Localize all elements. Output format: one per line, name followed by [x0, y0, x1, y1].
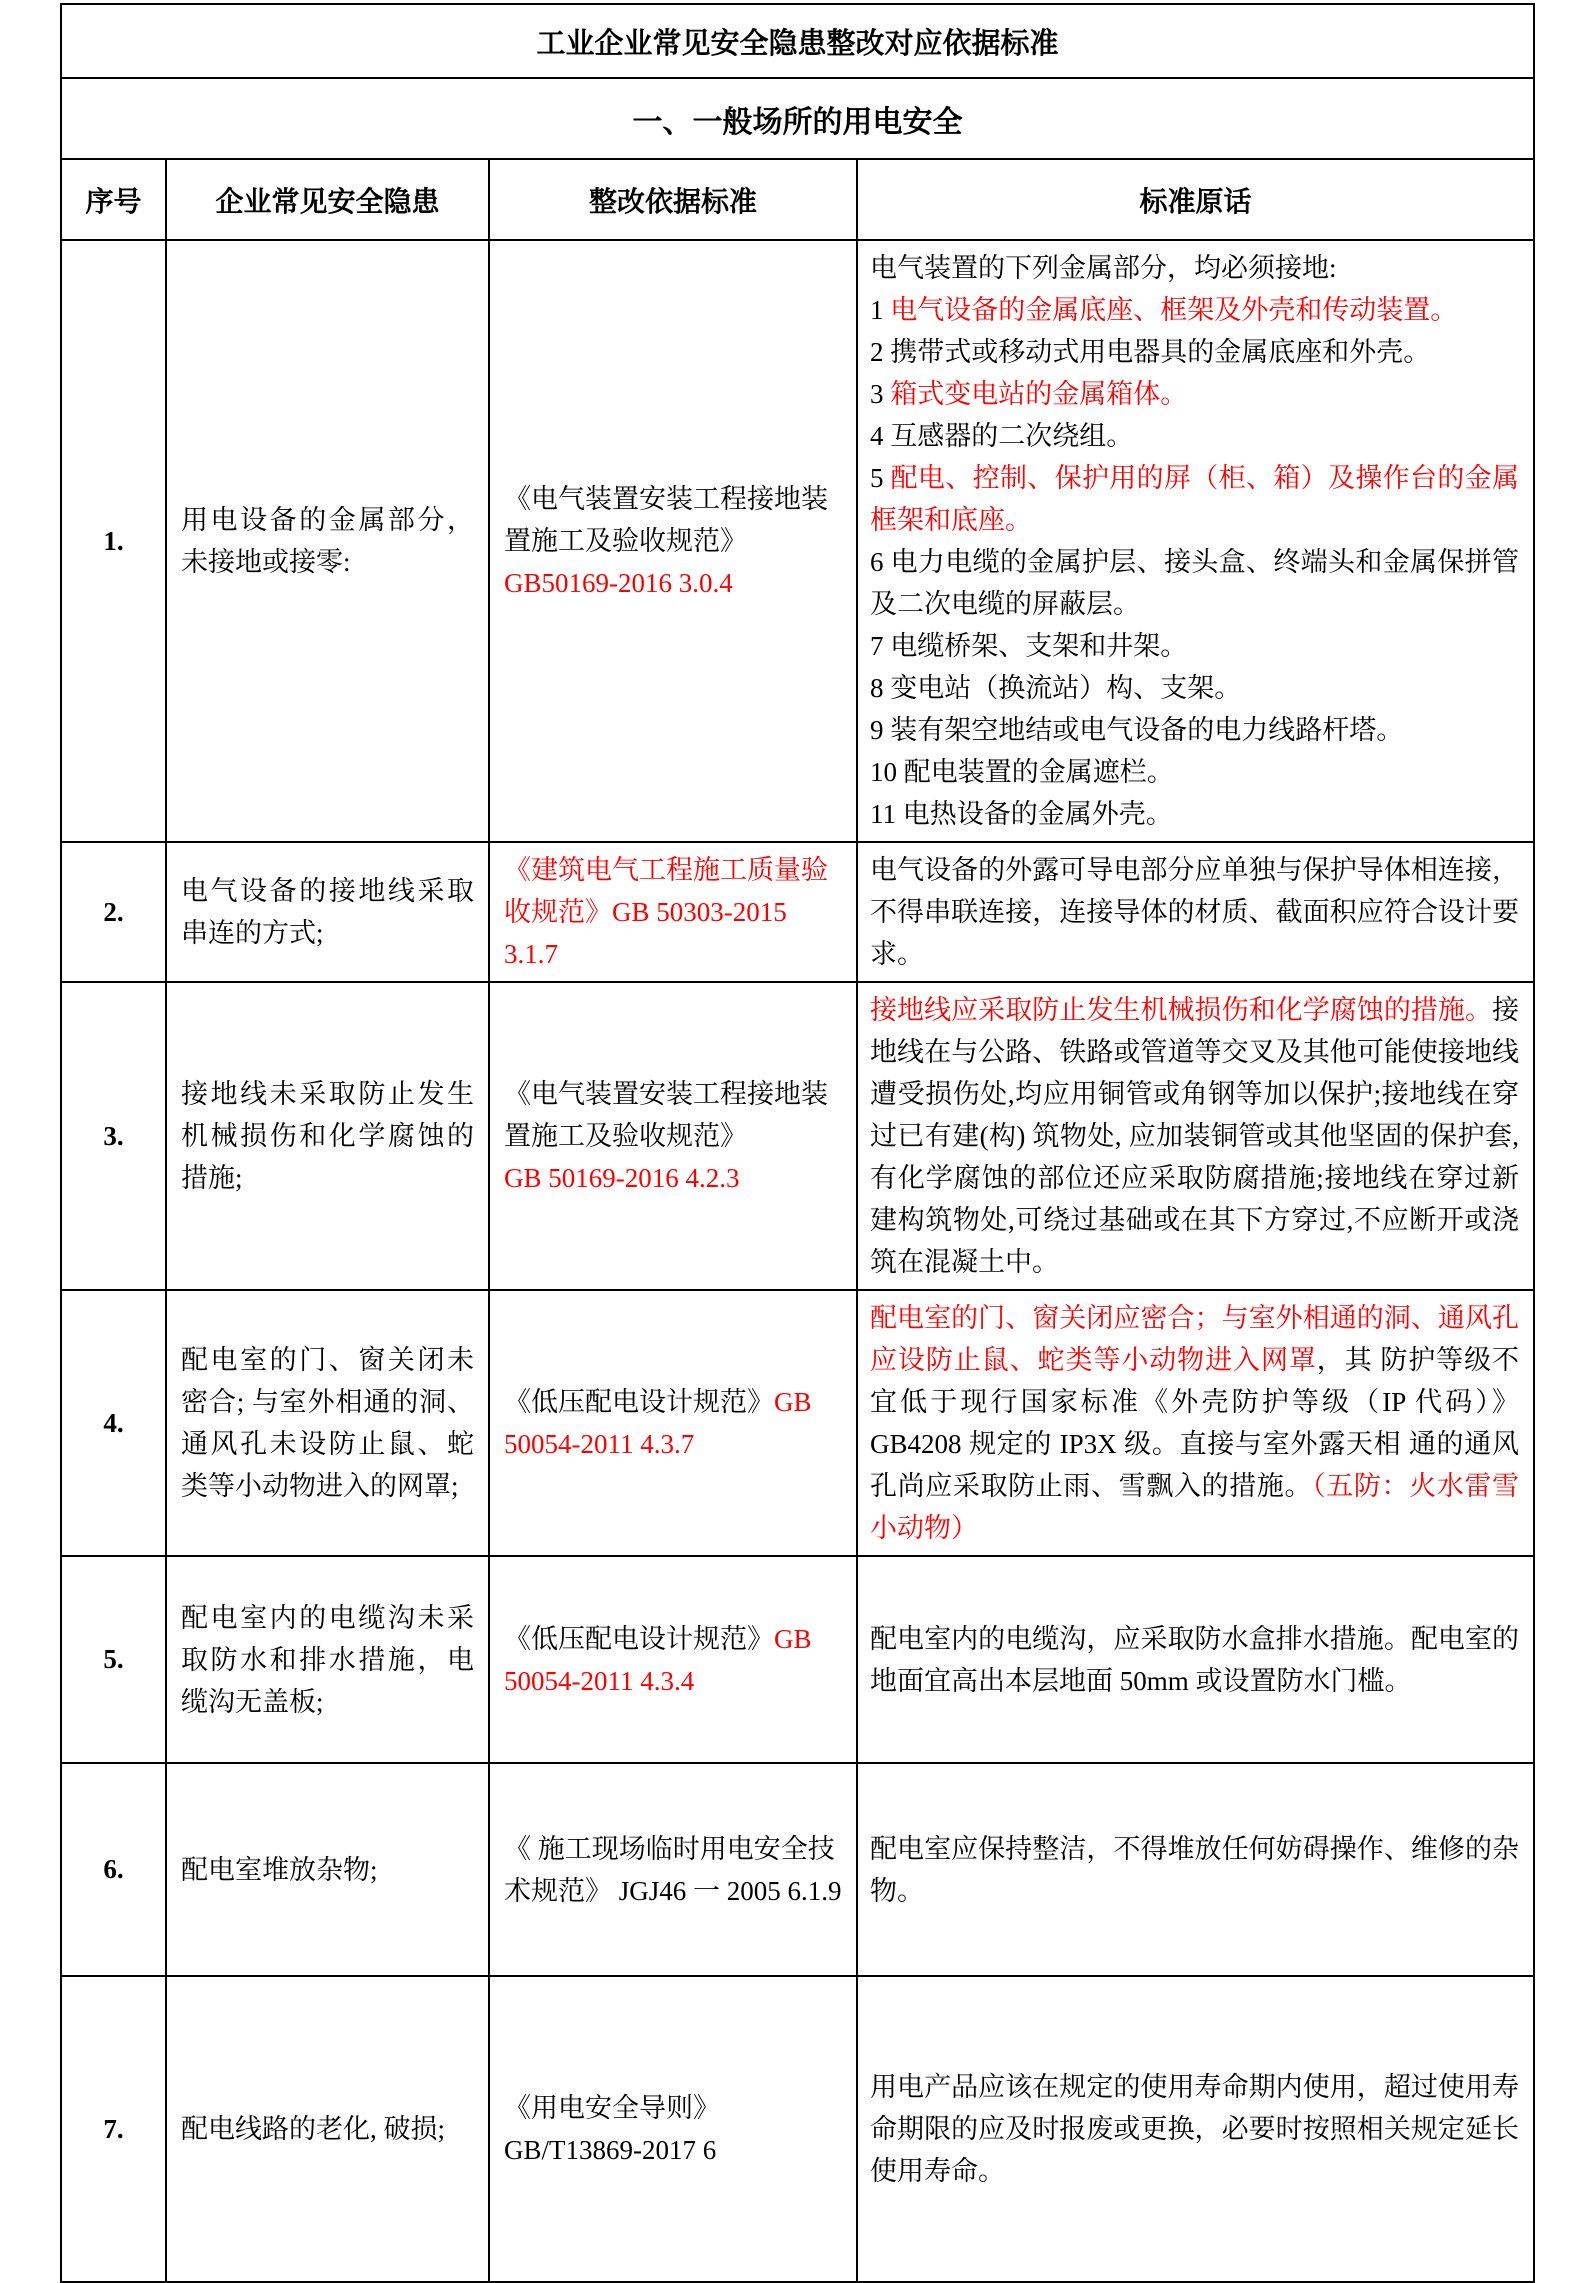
standard-reference-cell [489, 1763, 857, 1976]
section-row [61, 78, 1534, 159]
table-row [61, 1763, 1534, 1976]
text-paragraph: 配电室内的电缆沟，应采取防水盒排水措施。配电室的地面宜高出本层地面 50mm 或设置防水门槛。 [870, 1623, 1520, 1696]
table-row [61, 1290, 1534, 1556]
text-paragraph: 电气设备的接地线采取串连的方式; [181, 876, 474, 948]
text-paragraph: 《电气装置安装工程接地装置施工及验收规范》 [504, 1079, 828, 1151]
row-number: 1. [61, 240, 166, 842]
standard-reference-cell [489, 982, 857, 1290]
text-paragraph: 接地线未采取防止发生机械损伤和化学腐蚀的措施; [181, 1079, 474, 1193]
hazard-cell [166, 1290, 489, 1556]
standard-reference-cell [489, 1290, 857, 1556]
text-paragraph: 5 配电、控制、保护用的屏（柜、箱）及操作台的金属框架和底座。 [870, 463, 1520, 535]
standard-reference-cell [489, 240, 857, 842]
text-paragraph: GB 50169-2016 4.2.3 [504, 1163, 740, 1193]
table-row [61, 1976, 1534, 2282]
column-header-hazard: 企业常见安全隐患 [166, 159, 489, 240]
standard-original-text-cell [857, 982, 1534, 1290]
text-paragraph: GB/T13869-2017 6 [504, 2135, 717, 2165]
text-paragraph: 9 装有架空地结或电气设备的电力线路杆塔。 [870, 715, 1404, 745]
row-number: 4. [61, 1290, 166, 1556]
column-header-original: 标准原话 [857, 159, 1534, 240]
column-header-no: 序号 [61, 159, 166, 240]
text-paragraph: 10 配电装置的金属遮栏。 [870, 757, 1174, 787]
hazard-cell [166, 1556, 489, 1763]
standard-original-text-cell [857, 1976, 1534, 2282]
column-header-row [61, 159, 1534, 240]
hazard-cell [166, 842, 489, 982]
text-paragraph: 1 电气设备的金属底座、框架及外壳和传动装置。 [870, 295, 1458, 325]
row-number: 6. [61, 1763, 166, 1976]
hazard-cell [166, 240, 489, 842]
text-paragraph: 配电室应保持整洁，不得堆放任何妨碍操作、维修的杂物。 [870, 1833, 1520, 1906]
text-paragraph: 配电室堆放杂物; [181, 1854, 378, 1885]
text-paragraph: 3 箱式变电站的金属箱体。 [870, 379, 1188, 409]
title-row [61, 4, 1534, 78]
text-paragraph: 《低压配电设计规范》GB 50054-2011 4.3.4 [504, 1623, 812, 1696]
standard-original-text-cell [857, 240, 1534, 842]
text-paragraph: 电气装置的下列金属部分，均必须接地: [870, 253, 1337, 283]
text-paragraph: 4 互感器的二次绕组。 [870, 421, 1134, 451]
row-number: 2. [61, 842, 166, 982]
table-row [61, 842, 1534, 982]
standard-reference-cell [489, 1976, 857, 2282]
text-paragraph: 《建筑电气工程施工质量验收规范》GB 50303-2015 3.1.7 [504, 855, 828, 969]
hazard-cell [166, 1976, 489, 2282]
table-row [61, 982, 1534, 1290]
text-paragraph: 《 施工现场临时用电安全技术规范》 JGJ46 一 2005 6.1.9 [504, 1833, 842, 1906]
text-paragraph: 配电线路的老化, 破损; [181, 2114, 446, 2144]
text-paragraph: 7 电缆桥架、支架和井架。 [870, 631, 1188, 661]
hazard-cell [166, 1763, 489, 1976]
standard-original-text-cell [857, 1556, 1534, 1763]
table-row [61, 1556, 1534, 1763]
text-paragraph: 《用电安全导则》 [504, 2093, 720, 2123]
text-paragraph: 6 电力电缆的金属护层、接头盒、终端头和金属保拼管及二次电缆的屏蔽层。 [870, 547, 1520, 619]
text-paragraph: 2 携带式或移动式用电器具的金属底座和外壳。 [870, 337, 1431, 367]
row-number: 7. [61, 1976, 166, 2282]
standard-reference-cell [489, 842, 857, 982]
standard-original-text-cell [857, 1763, 1534, 1976]
hazard-cell [166, 982, 489, 1290]
document-page [0, 3, 1587, 2283]
text-paragraph: 《电气装置安装工程接地装置施工及验收规范》 [504, 484, 828, 556]
text-paragraph: 配电室内的电缆沟未采取防水和排水措施，电缆沟无盖板; [181, 1602, 474, 1717]
table-row [61, 240, 1534, 842]
standard-reference-cell [489, 1556, 857, 1763]
column-header-standard: 整改依据标准 [489, 159, 857, 240]
text-paragraph: 电气设备的外露可导电部分应单独与保护导体相连接，不得串联连接，连接导体的材质、截面积应符合设计要求。 [870, 855, 1520, 969]
text-paragraph: 接地线应采取防止发生机械损伤和化学腐蚀的措施。接地线在与公路、铁路或管道等交叉及其他可能使接地线遭受损伤处,均应用铜管或角钢等加以保护;接地线在穿过已有建(构) 筑物处, 应加装铜管或其他坚固的保护套,有化学腐蚀的部位还应采取防腐措施;接地线在穿过新建构筑物处,可绕过基础或在其下方穿过,不应断开或浇筑在混凝土中。 [870, 995, 1520, 1277]
safety-standards-table [60, 3, 1535, 2283]
text-paragraph: 配电室的门、窗关闭未密合; 与室外相通的洞、通风孔未设防止鼠、蛇类等小动物进入的网罩; [181, 1345, 474, 1501]
row-number: 3. [61, 982, 166, 1290]
text-paragraph: 用电产品应该在规定的使用寿命期内使用，超过使用寿命期限的应及时报废或更换，必要时按照相关规定延长使用寿命。 [870, 2072, 1520, 2186]
text-paragraph: 11 电热设备的金属外壳。 [870, 799, 1173, 829]
standard-original-text-cell [857, 1290, 1534, 1556]
text-paragraph: 8 变电站（换流站）构、支架。 [870, 673, 1242, 703]
text-paragraph: GB50169-2016 3.0.4 [504, 568, 733, 598]
text-paragraph: 配电室的门、窗关闭应密合；与室外相通的洞、通风孔应设防止鼠、蛇类等小动物进入网罩，其 防护等级不宜低于现行国家标准《外壳防护等级（IP 代码）》GB4208 规定的 IP3X 级。直接与室外露天相 通的通风孔尚应采取防止雨、雪飘入的措施。（五防：火水雷雪小动物） [870, 1303, 1520, 1543]
text-paragraph: 用电设备的金属部分，未接地或接零: [181, 505, 474, 577]
section-heading: 一、一般场所的用电安全 [61, 78, 1534, 159]
standard-original-text-cell [857, 842, 1534, 982]
row-number: 5. [61, 1556, 166, 1763]
document-title: 工业企业常见安全隐患整改对应依据标准 [61, 4, 1534, 78]
text-paragraph: 《低压配电设计规范》GB 50054-2011 4.3.7 [504, 1387, 812, 1459]
